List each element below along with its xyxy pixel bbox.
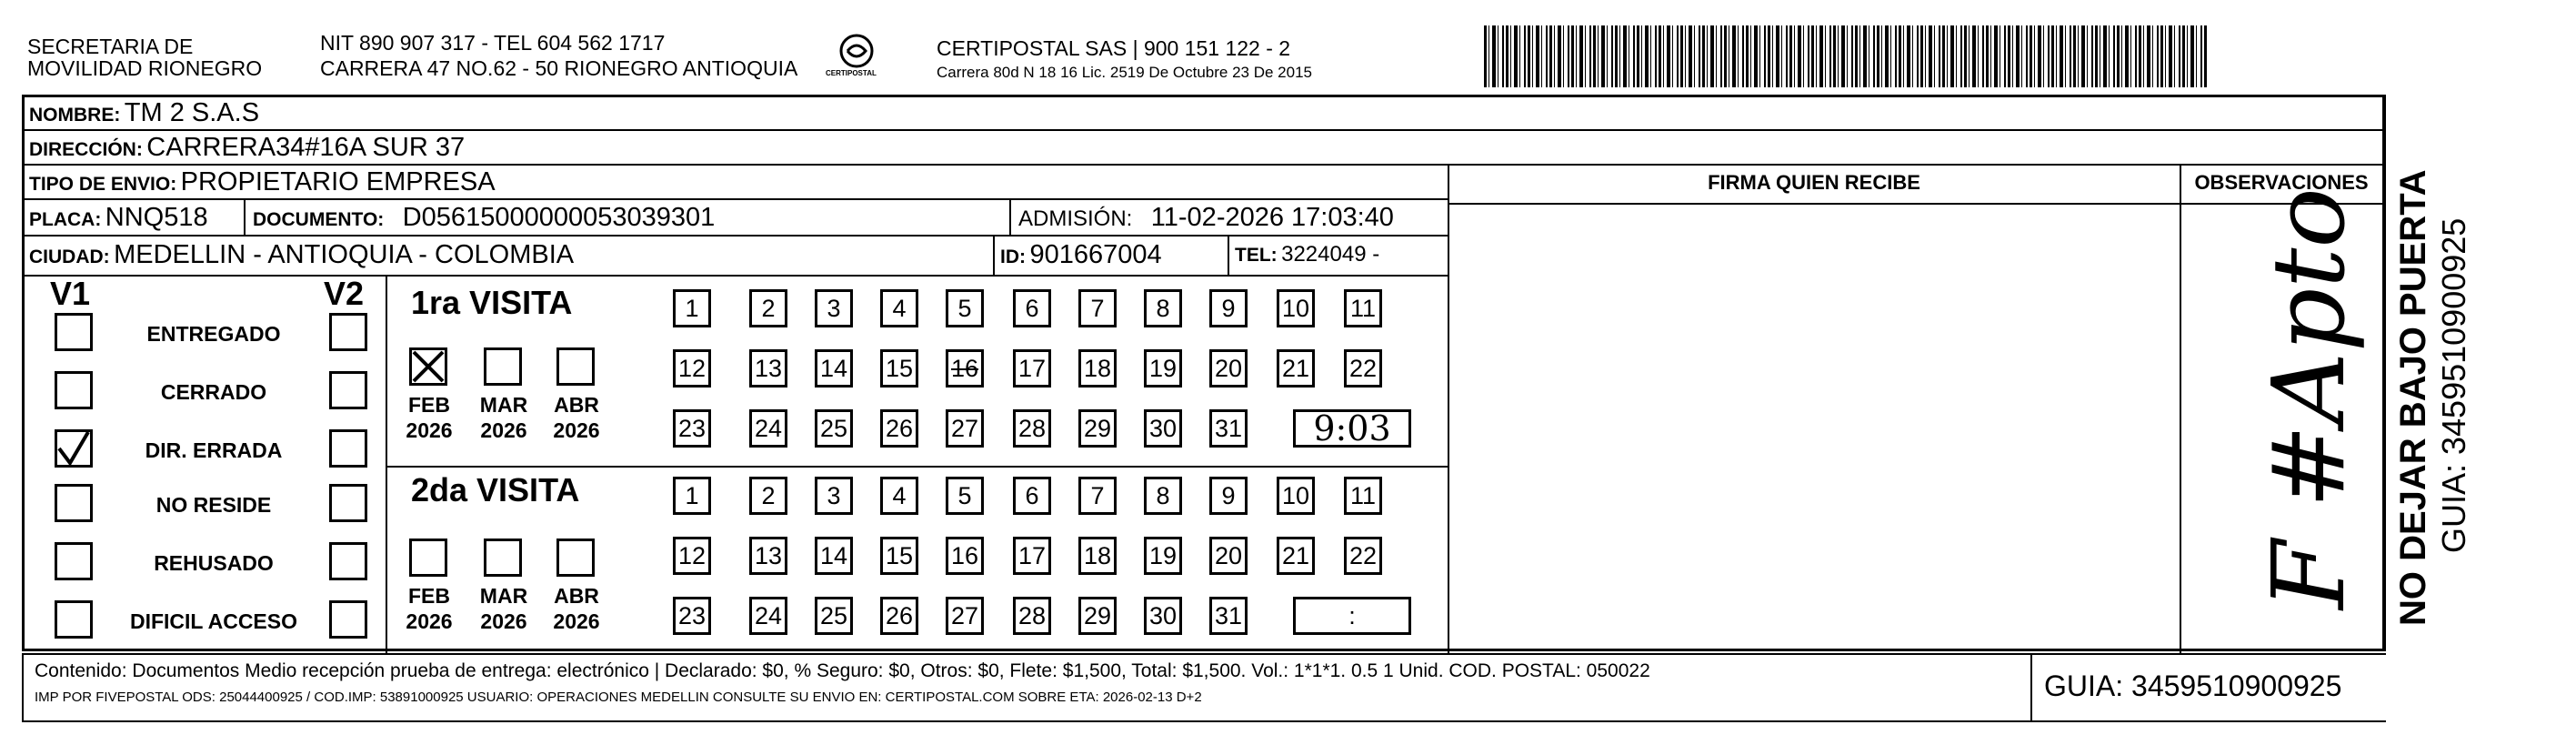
visit2-day-box[interactable]: 2 — [749, 477, 787, 515]
tipo-envio-value: PROPIETARIO EMPRESA — [180, 167, 496, 196]
rule — [1009, 200, 1011, 237]
v1-checkbox[interactable] — [55, 600, 93, 639]
visit1-day-box[interactable]: 6 — [1013, 289, 1051, 327]
tel-field — [1235, 238, 1379, 274]
rule — [2030, 655, 2032, 720]
no-dejar-bajo-puerta: NO DEJAR BAJO PUERTA — [2393, 169, 2433, 626]
v2-label: V2 — [324, 275, 365, 312]
placa-value: NNQ518 — [105, 203, 208, 232]
visit2-day-box[interactable]: 9 — [1209, 477, 1248, 515]
id-field — [1000, 238, 1162, 276]
visit2-day-box[interactable]: 20 — [1209, 537, 1248, 575]
visit2-day-box[interactable]: 12 — [673, 537, 711, 575]
ciudad-field — [29, 238, 574, 276]
carrier-line2: Carrera 80d N 18 16 Lic. 2519 De Octubre 23 De 2015 — [937, 64, 1312, 81]
rule — [993, 237, 995, 275]
issuer-line1: SECRETARIA DE — [27, 35, 194, 58]
visit2-day-box[interactable]: 27 — [946, 597, 984, 635]
visit1-day-box[interactable]: 21 — [1277, 349, 1315, 388]
barcode — [1484, 25, 2207, 87]
visit1-day-box[interactable]: 28 — [1013, 409, 1051, 448]
visit2-day-box[interactable]: 21 — [1277, 537, 1315, 575]
placa-label: PLACA: — [29, 209, 102, 230]
visit1-month-label: FEB — [408, 393, 450, 417]
visit1-day-box[interactable]: 10 — [1277, 289, 1315, 327]
status-label: NO RESIDE — [155, 493, 272, 517]
visit2-day-box[interactable]: 29 — [1078, 597, 1117, 635]
visit2-time-box[interactable]: : — [1293, 597, 1411, 635]
tipo-envio-row — [29, 166, 496, 203]
rule — [22, 653, 24, 722]
visit2-day-box[interactable]: 19 — [1144, 537, 1182, 575]
visit1-day-box[interactable]: 7 — [1078, 289, 1117, 327]
direccion-label: DIRECCIÓN: — [29, 139, 143, 160]
status-label: CERRADO — [160, 380, 267, 404]
visit2-day-box[interactable]: 17 — [1013, 537, 1051, 575]
visit1-day-box[interactable]: 23 — [673, 409, 711, 448]
rule — [244, 200, 246, 237]
visit1-day-box[interactable]: 12 — [673, 349, 711, 388]
rule — [386, 275, 387, 653]
visit2-day-box[interactable]: 1 — [673, 477, 711, 515]
visit2-month-label: MAR — [479, 584, 528, 608]
status-label: REHUSADO — [154, 551, 274, 575]
visit2-day-box[interactable]: 24 — [749, 597, 787, 635]
visit2-month-label: FEB — [408, 584, 450, 608]
admision-label: ADMISIÓN: — [1018, 206, 1133, 231]
tel-value: 3224049 - — [1281, 242, 1380, 267]
visit1-month-checkbox[interactable] — [409, 347, 447, 386]
visit1-day-box[interactable]: 31 — [1209, 409, 1248, 448]
v2-checkbox[interactable] — [329, 600, 367, 639]
visit1-day-box[interactable]: 20 — [1209, 349, 1248, 388]
rule — [2180, 166, 2181, 653]
visit2-day-box[interactable]: 23 — [673, 597, 711, 635]
visit1-day-box[interactable]: 5 — [946, 289, 984, 327]
v2-checkbox[interactable] — [329, 542, 367, 580]
carrier-line1: CERTIPOSTAL SAS | 900 151 122 - 2 — [937, 36, 1291, 60]
visit2-month-checkbox[interactable] — [409, 539, 447, 577]
visit1-day-box[interactable]: 13 — [749, 349, 787, 388]
visit2-month-checkbox[interactable] — [484, 539, 522, 577]
visit2-day-box[interactable]: 22 — [1344, 537, 1382, 575]
visit1-day-box[interactable]: 15 — [880, 349, 918, 388]
footer-guia: GUIA: 3459510900925 — [2044, 669, 2342, 702]
v2-checkbox[interactable] — [329, 484, 367, 522]
visit2-day-box[interactable]: 7 — [1078, 477, 1117, 515]
nit-line: NIT 890 907 317 - TEL 604 562 1717 — [320, 31, 666, 55]
issuer-line2: MOVILIDAD RIONEGRO — [27, 56, 263, 80]
firma-header: FIRMA QUIEN RECIBE — [1708, 171, 1920, 194]
visit1-day-box[interactable]: 3 — [815, 289, 853, 327]
visit1-day-box[interactable]: 19 — [1144, 349, 1182, 388]
v1-checkbox[interactable] — [55, 313, 93, 351]
address-line: CARRERA 47 NO.62 - 50 RIONEGRO ANTIOQUIA — [320, 56, 798, 80]
visit1-month-label: MAR — [479, 393, 528, 417]
visit1-day-box[interactable]: 25 — [815, 409, 853, 448]
visit2-day-box[interactable]: 11 — [1344, 477, 1382, 515]
ciudad-label: CIUDAD: — [29, 247, 110, 267]
placa-field — [29, 201, 208, 238]
visit1-year-label: 2026 — [480, 418, 527, 442]
tipo-envio-label: TIPO DE ENVIO: — [29, 174, 177, 195]
rule — [2382, 95, 2384, 651]
visit2-month-checkbox[interactable] — [556, 539, 595, 577]
visit2-day-box[interactable]: 25 — [815, 597, 853, 635]
rule — [386, 466, 1449, 468]
visit1-month-checkbox[interactable] — [484, 347, 522, 386]
logo-text: CERTIPOSTAL — [826, 69, 877, 77]
visit2-day-box[interactable]: 26 — [880, 597, 918, 635]
visit1-day-box[interactable]: 14 — [815, 349, 853, 388]
handwritten-note: F #Apto — [2250, 187, 2367, 609]
visit1-month-label: ABR — [554, 393, 599, 417]
visit1-day-box[interactable]: 9 — [1209, 289, 1248, 327]
visit1-day-box[interactable]: 4 — [880, 289, 918, 327]
v1-checkbox[interactable] — [55, 542, 93, 580]
visit2-day-box[interactable]: 18 — [1078, 537, 1117, 575]
visit2-year-label: 2026 — [406, 609, 453, 633]
v2-checkbox[interactable] — [329, 371, 367, 409]
side-guia: GUIA: 3459510900925 — [2435, 217, 2472, 553]
nombre-row — [29, 96, 259, 134]
visit1-time-box[interactable]: 9:03 — [1293, 409, 1411, 448]
visit2-year-label: 2026 — [553, 609, 600, 633]
visit1-title: 1ra VISITA — [411, 284, 573, 321]
observaciones-header: OBSERVACIONES — [2194, 171, 2369, 194]
id-label: ID: — [1000, 247, 1026, 267]
v2-checkbox[interactable] — [329, 313, 367, 351]
visit1-day-box[interactable]: 24 — [749, 409, 787, 448]
visit1-day-box[interactable]: 17 — [1013, 349, 1051, 388]
direccion-row — [29, 131, 465, 168]
documento-label: DOCUMENTO: — [253, 209, 385, 230]
status-label: DIFICIL ACCESO — [129, 609, 297, 633]
rule — [1449, 203, 2386, 205]
observaciones-handwriting — [2232, 187, 2367, 619]
visit2-year-label: 2026 — [480, 609, 527, 633]
tel-label: TEL: — [1235, 245, 1278, 266]
documento-field — [253, 201, 715, 238]
rule — [1448, 166, 1449, 653]
visit1-day-box[interactable]: 18 — [1078, 349, 1117, 388]
rule — [1228, 237, 1229, 275]
admision-value: 11-02-2026 17:03:40 — [1150, 203, 1394, 232]
visit1-day-box[interactable]: 16 — [946, 349, 984, 388]
visit2-day-box[interactable]: 13 — [749, 537, 787, 575]
admision-field — [1018, 201, 1394, 238]
visit2-day-box[interactable]: 15 — [880, 537, 918, 575]
footer-contenido: Contenido: Documentos Medio recepción prueba de entrega: electrónico | Declarado: $0, % Seguro: $0, Otros: $0, Flete: $1,500, Total: $1,500. Vol.: 1*1*1. 0.5 1 Unid. COD. POSTAL: 050022 — [35, 660, 1650, 681]
certipostal-logo — [838, 33, 875, 69]
visit1-day-box[interactable]: 30 — [1144, 409, 1182, 448]
visit1-year-label: 2026 — [406, 418, 453, 442]
rule — [22, 720, 2386, 722]
documento-value: D05615000000053039301 — [402, 203, 716, 232]
footer-imp: IMP POR FIVEPOSTAL ODS: 25044400925 / COD.IMP: 53891000925 USUARIO: OPERACIONES MEDELLIN CONSULTE SU ENVIO EN: CERTIPOSTAL.COM SOBRE ETA: 2026-02-13 D+2 — [35, 690, 1202, 705]
visit2-day-box[interactable]: 30 — [1144, 597, 1182, 635]
visit2-day-box[interactable]: 8 — [1144, 477, 1182, 515]
status-label: ENTREGADO — [146, 322, 281, 346]
visit1-year-label: 2026 — [553, 418, 600, 442]
visit1-day-box[interactable]: 8 — [1144, 289, 1182, 327]
visit2-day-box[interactable]: 6 — [1013, 477, 1051, 515]
visit1-day-box[interactable]: 27 — [946, 409, 984, 448]
v1-checkbox[interactable] — [55, 371, 93, 409]
visit2-day-box[interactable]: 5 — [946, 477, 984, 515]
visit2-day-box[interactable]: 31 — [1209, 597, 1248, 635]
visit2-day-box[interactable]: 10 — [1277, 477, 1315, 515]
visit2-day-box[interactable]: 16 — [946, 537, 984, 575]
visit1-day-box[interactable]: 2 — [749, 289, 787, 327]
visit1-day-box[interactable]: 26 — [880, 409, 918, 448]
v2-checkbox[interactable] — [329, 429, 367, 468]
v1-checkbox[interactable] — [55, 429, 93, 468]
visit1-month-checkbox[interactable] — [556, 347, 595, 386]
id-value: 901667004 — [1029, 240, 1162, 269]
ciudad-value: MEDELLIN - ANTIOQUIA - COLOMBIA — [114, 240, 575, 269]
visit2-title: 2da VISITA — [411, 471, 580, 508]
visit2-day-box[interactable]: 28 — [1013, 597, 1051, 635]
visit2-day-box[interactable]: 14 — [815, 537, 853, 575]
v1-checkbox[interactable] — [55, 484, 93, 522]
visit1-day-box[interactable]: 11 — [1344, 289, 1382, 327]
visit1-day-box[interactable]: 1 — [673, 289, 711, 327]
status-label: DIR. ERRADA — [145, 438, 283, 462]
visit2-day-box[interactable]: 4 — [880, 477, 918, 515]
visit2-day-box[interactable]: 3 — [815, 477, 853, 515]
visit1-day-box[interactable]: 29 — [1078, 409, 1117, 448]
visit2-month-label: ABR — [554, 584, 599, 608]
nombre-value: TM 2 S.A.S — [124, 98, 260, 127]
visit1-day-box[interactable]: 22 — [1344, 349, 1382, 388]
v1-label: V1 — [50, 275, 91, 312]
nombre-label: NOMBRE: — [29, 105, 121, 126]
direccion-value: CARRERA34#16A SUR 37 — [146, 133, 466, 162]
